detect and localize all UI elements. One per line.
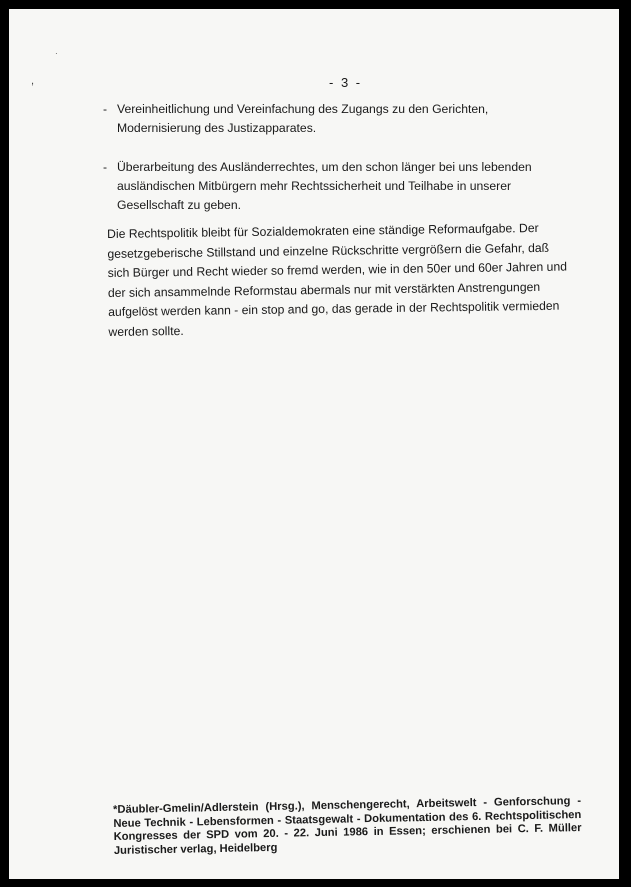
- document-page: [9, 9, 619, 879]
- scan-speck: ·: [55, 49, 58, 58]
- page-number: - 3 -: [329, 75, 363, 90]
- list-bullet-dash: -: [103, 160, 108, 174]
- footnote: *Däubler-Gmelin/Adlerstein (Hrsg.), Menschengerecht, Arbeitswelt - Genforschung - Neue Technik - Lebensformen - Staatsgewalt - Dokumentation des 6. Rechtspolitischen Kongresses der SPD vom 20. - 22. Juni 1986 in Essen; erschienen bei C. F. Müller Juristischer verlag, Heidelberg: [113, 795, 582, 857]
- list-item: [103, 100, 553, 138]
- list-bullet-dash: -: [103, 102, 108, 116]
- list-item-text: Überarbeitung des Ausländerrechtes, um den schon länger bei uns lebenden ausländischen Mitbürgern mehr Rechtssicherheit und Teilhabe in unserer Gesellschaft zu geben.: [117, 160, 532, 212]
- body-paragraph: Die Rechtspolitik bleibt für Sozialdemokraten eine ständige Reformaufgabe. Der gesetzgeberische Stillstand und einzelne Rückschritte vergrößern die Gefahr, daß sich Bürger und Recht wieder so fremd werden, wie in den 50er und 60er Jahren und der sich ansammelnde Reformstau abermals nur mit verstärkten Anstrengungen aufgelöst werden kann - ein stop and go, das gerade in der Rechtspolitik vermieden werden sollte.: [107, 220, 568, 339]
- list-item: [103, 158, 543, 215]
- scan-speck: ,: [31, 75, 35, 87]
- list-item-text: Vereinheitlichung und Vereinfachung des Zugangs zu den Gerichten, Modernisierung des Justizapparates.: [117, 102, 489, 135]
